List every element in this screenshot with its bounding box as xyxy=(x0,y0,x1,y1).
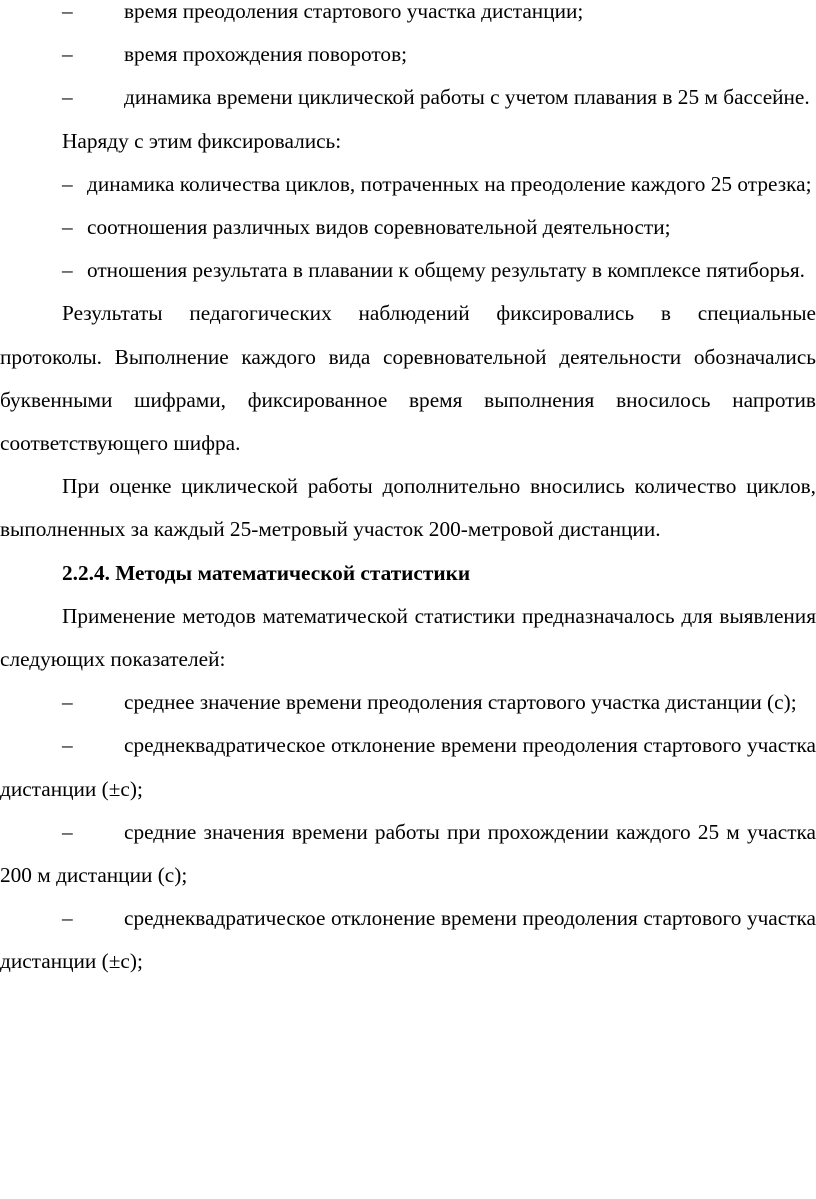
list-item xyxy=(0,897,816,983)
dash-marker: – xyxy=(62,906,73,931)
list-item xyxy=(0,0,816,33)
list-item-text: средние значения времени работы при прохождении каждого 25 м участка 200 м дистанции (с); xyxy=(0,819,816,888)
list-item xyxy=(0,163,816,206)
list-item xyxy=(0,249,816,292)
list-item xyxy=(0,206,816,249)
dash-marker: – xyxy=(62,819,73,844)
list-item-text: среднеквадратическое отклонение времени преодоления стартового участка дистанции (±с); xyxy=(0,733,816,801)
list-item-text: время прохождения поворотов; xyxy=(124,42,408,67)
dash-marker: – xyxy=(62,171,73,196)
dash-marker: – xyxy=(62,690,73,715)
list-item-text: среднее значение времени преодоления стартового участка дистанции (с); xyxy=(124,690,797,715)
list-item-text: динамика количества циклов, потраченных на преодоление каждого 25 отрезка; xyxy=(87,171,812,196)
list-item xyxy=(0,33,816,76)
list-item-text: время преодоления стартового участка дистанции; xyxy=(124,0,584,23)
list-item xyxy=(0,76,816,119)
list-item-text: отношения результата в плавании к общему результату в комплексе пятиборья. xyxy=(87,258,805,283)
list-item-text: соотношения различных видов соревновательной деятельности; xyxy=(87,215,671,240)
list-item-text: среднеквадратическое отклонение времени преодоления стартового участка дистанции (±с); xyxy=(0,906,816,974)
dash-marker: – xyxy=(62,258,73,283)
paragraph: Результаты педагогических наблюдений фиксировались в специальные протоколы. Выполнение каждого вида соревновательной деятельности обозначались буквенными шифрами, фиксированное время выполнения вносилось напротив соответствующего шифра. xyxy=(0,301,816,456)
list-item xyxy=(0,681,816,724)
paragraph: Наряду с этим фиксировались: xyxy=(62,128,342,153)
dash-marker: – xyxy=(62,0,73,23)
dash-marker: – xyxy=(62,42,73,67)
dash-marker: – xyxy=(62,85,73,110)
section-heading: 2.2.4. Методы математической статистики xyxy=(62,560,471,585)
list-item xyxy=(0,811,816,897)
dash-marker: – xyxy=(62,733,73,758)
list-item-text: динамика времени циклической работы с учетом плавания в 25 м бассейне. xyxy=(124,85,810,110)
dash-marker: – xyxy=(62,215,73,240)
list-item xyxy=(0,724,816,810)
paragraph: Применение методов математической статистики предназначалось для выявления следующих показателей: xyxy=(0,603,816,672)
paragraph: При оценке циклической работы дополнительно вносились количество циклов, выполненных за каждый 25-метровый участок 200-метровой дистанции. xyxy=(0,474,816,542)
